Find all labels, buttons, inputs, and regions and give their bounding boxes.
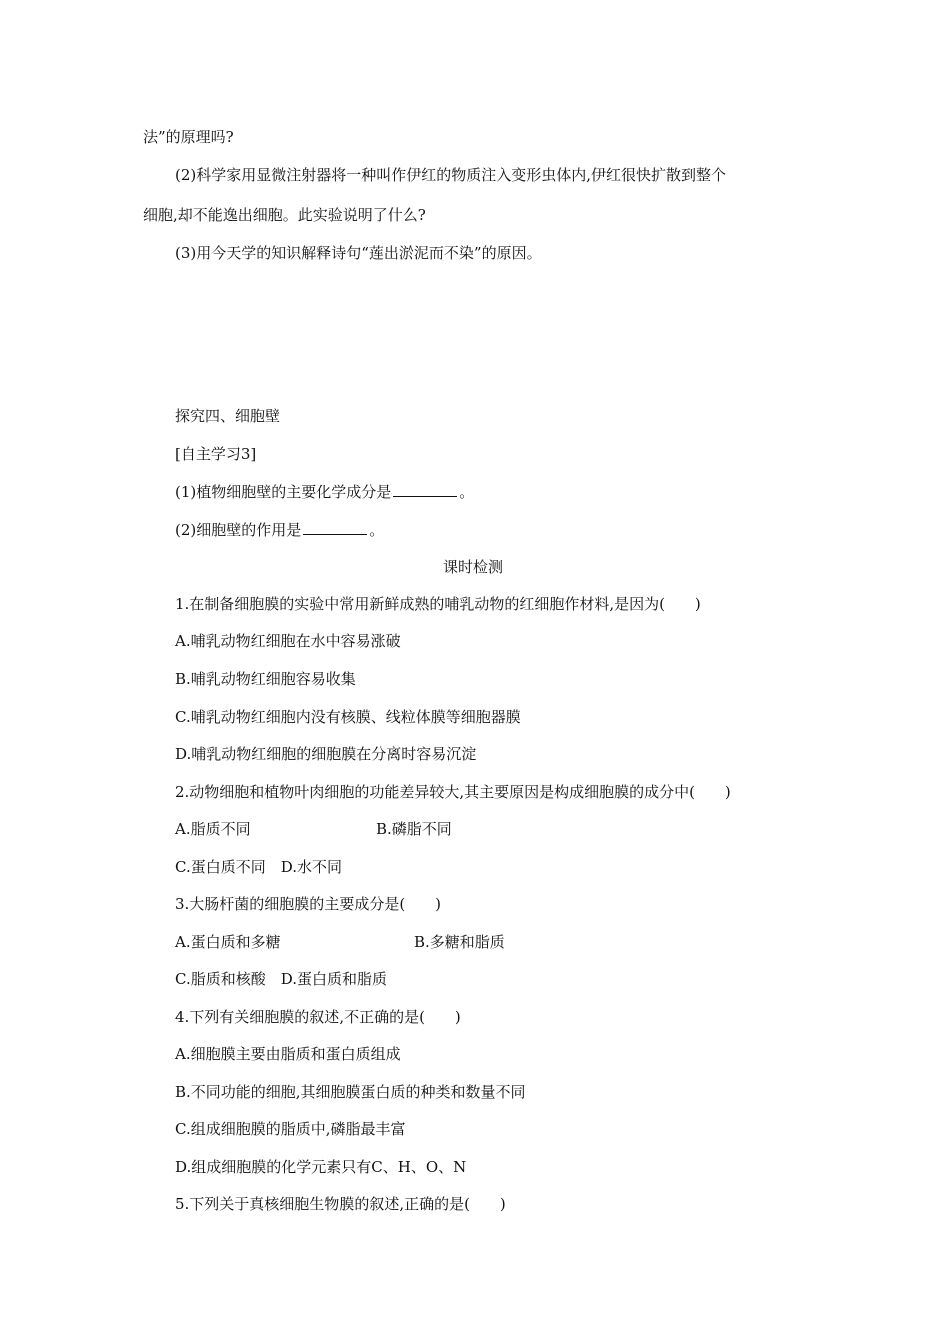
section4-title: 探究四、细胞壁 (175, 407, 281, 425)
self-study-label: [自主学习3] (175, 445, 257, 463)
cell-wall-q1-text: (1)植物细胞壁的主要化学成分是 (175, 483, 392, 501)
q2-option-cd: C.蛋白质不同 D.水不同 (175, 858, 342, 876)
q3-option-a: A.蛋白质和多糖 (175, 933, 281, 951)
cell-wall-q2-end: 。 (369, 521, 385, 539)
answer-blank[interactable] (303, 520, 367, 535)
intro-q2-line2: 细胞,却不能逸出细胞。此实验说明了什么? (143, 206, 426, 224)
cell-wall-q1-end: 。 (459, 483, 475, 501)
intro-line1: 法”的原理吗? (143, 128, 234, 146)
q1-option-a: A.哺乳动物红细胞在水中容易涨破 (175, 632, 401, 650)
q4-option-a: A.细胞膜主要由脂质和蛋白质组成 (175, 1045, 401, 1063)
cell-wall-q1 (175, 482, 474, 502)
q3-option-b: B.多糖和脂质 (414, 933, 505, 951)
q2-stem: 2.动物细胞和植物叶肉细胞的功能差异较大,其主要原因是构成细胞膜的成分中( ) (175, 783, 731, 801)
cell-wall-q2 (175, 520, 384, 540)
cell-wall-q2-text: (2)细胞壁的作用是 (175, 521, 302, 539)
intro-q3: (3)用今天学的知识解释诗句“莲出淤泥而不染”的原因。 (175, 244, 542, 262)
q5-stem: 5.下列关于真核细胞生物膜的叙述,正确的是( ) (175, 1195, 506, 1213)
q2-option-b: B.磷脂不同 (376, 820, 452, 838)
q3-stem: 3.大肠杆菌的细胞膜的主要成分是( ) (175, 895, 442, 913)
intro-q2-line1: (2)科学家用显微注射器将一种叫作伊红的物质注入变形虫体内,伊红很快扩散到整个 (175, 166, 727, 184)
quiz-title: 课时检测 (443, 558, 504, 576)
q1-stem: 1.在制备细胞膜的实验中常用新鲜成熟的哺乳动物的红细胞作材料,是因为( ) (175, 595, 701, 613)
answer-blank[interactable] (393, 482, 457, 497)
q4-option-c: C.组成细胞膜的脂质中,磷脂最丰富 (175, 1120, 406, 1138)
q1-option-b: B.哺乳动物红细胞容易收集 (175, 670, 356, 688)
q4-stem: 4.下列有关细胞膜的叙述,不正确的是( ) (175, 1008, 461, 1026)
q1-option-d: D.哺乳动物红细胞的细胞膜在分离时容易沉淀 (175, 745, 477, 763)
q1-option-c: C.哺乳动物红细胞内没有核膜、线粒体膜等细胞器膜 (175, 708, 521, 726)
q4-option-b: B.不同功能的细胞,其细胞膜蛋白质的种类和数量不同 (175, 1083, 526, 1101)
q4-option-d: D.组成细胞膜的化学元素只有C、H、O、N (175, 1158, 467, 1176)
q3-option-cd: C.脂质和核酸 D.蛋白质和脂质 (175, 970, 387, 988)
q2-option-a: A.脂质不同 (175, 820, 251, 838)
